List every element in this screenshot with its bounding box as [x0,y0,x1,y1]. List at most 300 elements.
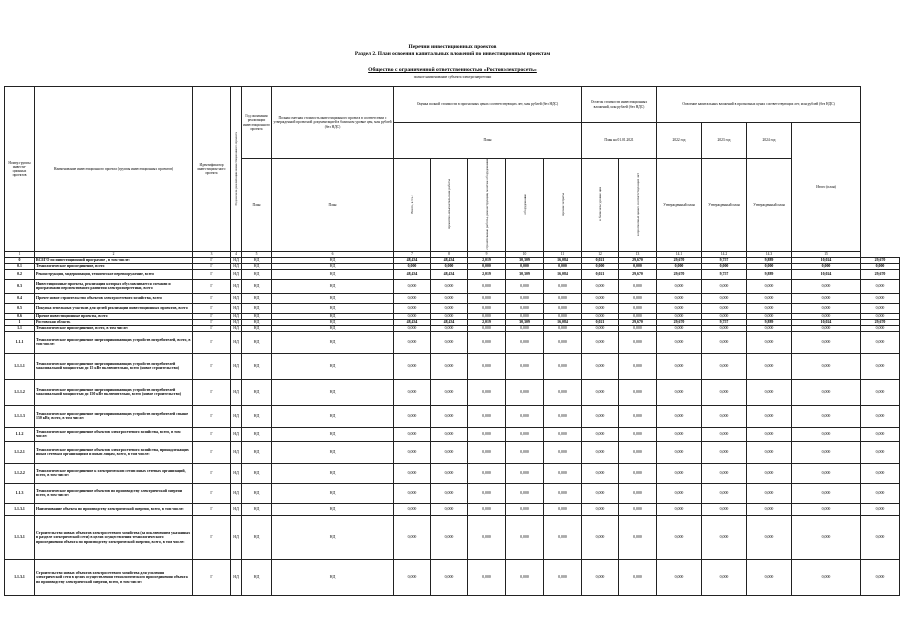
row-estimate-cell: НД [272,319,394,325]
row-value-cell: 0,000 [747,303,792,313]
row-id-cell: Г [193,263,231,269]
row-value-cell: 0,000 [702,503,747,515]
row-value-cell: 0,000 [657,559,702,595]
row-value-cell: 0,000 [582,293,619,303]
row-value-cell: 0,000 [506,427,544,441]
row-value-cell: 0,000 [657,303,702,313]
row-value-cell: 0,000 [619,313,657,319]
row-value-cell: 0,000 [394,405,431,427]
row-value-cell: 0,000 [431,463,468,483]
table-row [5,379,900,405]
row-value-cell: 0,000 [468,441,506,463]
hdr-v-smr: строительные работы, реконструкция, монтаж оборудования [468,159,506,252]
row-value-cell: 0,000 [394,313,431,319]
row-value-cell: 0,000 [582,483,619,503]
row-year-end-cell: НД [242,269,272,279]
row-number: 1.1.3.1 [5,559,35,595]
row-value-cell: 0,000 [506,279,544,293]
row-estimate-cell: НД [272,293,394,303]
row-value-cell: 0,000 [657,463,702,483]
row-year-end-cell: НД [242,319,272,325]
row-value-cell: 0,000 [657,353,702,379]
row-number: 1.1 [5,325,35,331]
row-value-cell: 48,434 [394,257,431,263]
hdr-plan-date: План на 01.01.2021 [582,123,657,159]
row-value-cell: 0,000 [747,463,792,483]
row-value-cell: 2,019 [468,269,506,279]
hdr-approved-2023: Утвержденный план [702,159,747,252]
row-value-cell: 0,000 [544,515,582,559]
row-year-end-cell: НД [242,503,272,515]
hdr-plan-estimate: План [272,159,394,252]
row-id-cell: Г [193,303,231,313]
row-value-cell: 0,000 [702,427,747,441]
row-name: Реконструкция, модернизация, техническое перевооружение, всего [35,269,193,279]
row-value-cell: 0,000 [582,503,619,515]
row-year-start-cell: НД [231,331,242,353]
row-value-cell: 0,000 [544,303,582,313]
row-value-cell: 0,000 [544,263,582,269]
row-value-cell: 0,000 [582,353,619,379]
row-year-end-cell: НД [242,353,272,379]
row-value-cell: 0,000 [657,313,702,319]
row-value-cell: 0,000 [702,559,747,595]
row-value-cell: 0,000 [506,463,544,483]
row-value-cell: 0,000 [431,441,468,463]
row-value-cell: 0,000 [792,331,861,353]
row-value-cell: 0,000 [657,263,702,269]
table-row [5,463,900,483]
row-value-cell: 0,000 [431,379,468,405]
row-value-cell: 29,670 [657,269,702,279]
row-number: 0.6 [5,313,35,319]
column-number: 13 [619,251,657,257]
row-value-cell: 0,000 [619,559,657,595]
hdr-total: Итого (план) [792,123,861,252]
row-value-cell: 0,000 [747,515,792,559]
row-year-end-cell: НД [242,379,272,405]
row-number: 1.1.1.3 [5,405,35,427]
row-name: Технологическое присоединение энергопринимающих устройств потребителей максимальной мощностью до 150 кВт включительно, всего (новое строительство) [35,379,193,405]
column-number: 1 [5,251,35,257]
row-estimate-cell: НД [272,263,394,269]
row-year-start-cell: НД [231,515,242,559]
row-value-cell: 29,670 [861,257,900,263]
row-value-cell: 0,000 [619,427,657,441]
row-year-end-cell: НД [242,331,272,353]
row-value-cell: 0,000 [747,503,792,515]
row-value-cell: 0,000 [792,441,861,463]
column-number: 3 [193,251,231,257]
row-value-cell: 0,000 [394,331,431,353]
row-name: ВСЕГО по инвестиционной программе , в том числе: [35,257,193,263]
row-value-cell: 0,000 [657,293,702,303]
row-value-cell: 0,000 [619,441,657,463]
row-estimate-cell: НД [272,257,394,263]
hdr-year-start: Год начала реализации инвестиционного проекта [231,87,242,252]
row-value-cell: 0,000 [792,279,861,293]
row-value-cell: 0,000 [747,559,792,595]
row-value-cell: 0,000 [747,279,792,293]
row-value-cell: 2,019 [468,319,506,325]
hdr-capex: Освоение капитальных вложений в прогнозных ценах соответствующих лет, млн рублей (без НДС) [657,87,861,123]
row-value-cell: 0,000 [792,303,861,313]
row-value-cell: 0,000 [747,325,792,331]
row-value-cell: 0,000 [582,463,619,483]
row-value-cell: 0,000 [506,353,544,379]
row-year-start-cell: НД [231,313,242,319]
row-value-cell: 0,000 [544,279,582,293]
table-row [5,441,900,463]
column-number: 10 [506,251,544,257]
row-name: Строительство новых объектов электросетевого хозяйства для усиления электрической сети в целях осуществления технологического присоединения объекта по производству электрической энергии, всего, в том числе: [35,559,193,595]
investment-table [4,86,900,596]
row-year-start-cell: НД [231,441,242,463]
row-year-end-cell: НД [242,303,272,313]
row-value-cell: 0,000 [506,515,544,559]
row-name: Технологическое присоединение объектов по производству электрической энергии всего, в том числе: [35,483,193,503]
row-value-cell: 0,000 [468,463,506,483]
row-value-cell: 0,000 [582,279,619,293]
row-number: 0.2 [5,269,35,279]
row-name: Инвестиционные проекты, реализация которых обуславливается схемами и программами перспективного развития электроэнергетики, всего [35,279,193,293]
row-value-cell: 0,000 [431,503,468,515]
row-value-cell: 0,000 [431,279,468,293]
row-value-cell: 0,000 [792,263,861,269]
row-estimate-cell: НД [272,303,394,313]
row-value-cell: 0,000 [792,515,861,559]
row-value-cell: 0,000 [747,353,792,379]
row-value-cell: 0,000 [747,483,792,503]
row-value-cell: 0,000 [431,427,468,441]
row-value-cell: 0,000 [506,263,544,269]
row-number: 1.1.3.1 [5,515,35,559]
row-value-cell: 0,000 [506,331,544,353]
row-value-cell: 0,000 [657,405,702,427]
row-value-cell: 0,000 [747,379,792,405]
row-number: 1.1.3 [5,483,35,503]
table-row [5,515,900,559]
row-value-cell: 0,000 [544,463,582,483]
row-value-cell: 0,000 [702,263,747,269]
hdr-2023: 2023 год [702,123,747,159]
row-year-start-cell: НД [231,353,242,379]
row-value-cell: 0,000 [861,405,900,427]
row-year-start-cell: НД [231,379,242,405]
row-value-cell: 0,000 [792,293,861,303]
row-value-cell: 0,000 [747,427,792,441]
row-value-cell: 0,000 [702,441,747,463]
row-value-cell: 0,000 [544,353,582,379]
row-number: 0.3 [5,279,35,293]
doc-title-section: Раздел 2. План освоения капитальных вложений по инвестиционным проектам [354,51,551,57]
row-estimate-cell: НД [272,331,394,353]
row-value-cell: 0,000 [657,515,702,559]
row-value-cell: 0,021 [582,269,619,279]
row-value-cell: 0,000 [544,559,582,595]
row-value-cell: 0,000 [506,293,544,303]
row-id-cell: Г [193,319,231,325]
row-id-cell: Г [193,483,231,503]
row-value-cell: 16,084 [544,257,582,263]
row-value-cell: 0,000 [657,483,702,503]
row-value-cell: 9,889 [747,257,792,263]
row-value-cell: 0,000 [468,293,506,303]
row-value-cell: 0,000 [394,279,431,293]
row-value-cell: 0,000 [394,303,431,313]
row-value-cell: 48,434 [431,257,468,263]
row-value-cell: 0,000 [506,483,544,503]
row-value-cell: 0,000 [619,325,657,331]
row-value-cell: 29,670 [657,257,702,263]
row-value-cell: 9,757 [702,257,747,263]
row-value-cell: 0,000 [544,331,582,353]
company-note: полное наименование субъекта электроэнергетики [413,75,492,79]
row-value-cell: 0,000 [619,503,657,515]
row-value-cell: 0,000 [861,303,900,313]
row-id-cell: Г [193,463,231,483]
row-value-cell: 0,000 [468,353,506,379]
row-id-cell: Г [193,405,231,427]
row-year-start-cell: НД [231,257,242,263]
row-id-cell: Г [193,313,231,319]
row-value-cell: 0,000 [619,263,657,269]
row-value-cell: 0,000 [431,515,468,559]
row-estimate-cell: НД [272,379,394,405]
row-year-end-cell: НД [242,441,272,463]
row-value-cell: 0,000 [468,279,506,293]
row-value-cell: 0,000 [431,331,468,353]
row-value-cell: 0,000 [657,427,702,441]
row-id-cell: Г [193,515,231,559]
row-value-cell: 0,000 [506,405,544,427]
table-row [5,293,900,303]
row-value-cell: 0,000 [431,263,468,269]
row-value-cell: 0,000 [468,263,506,269]
row-value-cell: 0,000 [861,427,900,441]
row-value-cell: 0,000 [861,515,900,559]
column-number: 8 [431,251,468,257]
table-row [5,269,900,279]
row-value-cell: 0,000 [702,325,747,331]
row-value-cell: 0,000 [861,293,900,303]
row-value-cell: 29,670 [861,319,900,325]
row-year-start-cell: НД [231,263,242,269]
row-value-cell: 0,000 [702,405,747,427]
row-year-end-cell: НД [242,463,272,483]
row-value-cell: 0,000 [702,515,747,559]
table-row [5,427,900,441]
hdr-plan: План [394,123,582,159]
row-number: 1.1.2.1 [5,441,35,463]
row-estimate-cell: НД [272,405,394,427]
row-year-start-cell: НД [231,293,242,303]
row-name: Технологическое присоединение объектов электросетевого хозяйства, всего, в том числе: [35,427,193,441]
column-number: 12 [582,251,619,257]
row-value-cell: 10,024 [792,257,861,263]
row-year-end-cell: НД [242,483,272,503]
row-value-cell: 0,000 [702,463,747,483]
row-number: 0.4 [5,293,35,303]
row-value-cell: 0,000 [747,293,792,303]
row-value-cell: 0,000 [619,515,657,559]
row-number: 1.1.2.2 [5,463,35,483]
hdr-v-base: в базисном уровне цен [582,159,619,252]
row-value-cell: 0,000 [394,441,431,463]
row-value-cell: 0,000 [792,559,861,595]
column-number: 5 [242,251,272,257]
row-value-cell: 0,000 [702,353,747,379]
row-value-cell: 16,084 [544,269,582,279]
row-name: Технологическое присоединение энергопринимающих устройств потребителей свыше 150 кВт, всего, в том числе: [35,405,193,427]
row-value-cell: 0,000 [657,331,702,353]
table-row [5,405,900,427]
row-value-cell: 0,000 [394,427,431,441]
row-value-cell: 0,000 [657,279,702,293]
row-id-cell: Г [193,325,231,331]
table-row [5,483,900,503]
row-value-cell: 0,000 [619,353,657,379]
row-value-cell: 0,000 [431,303,468,313]
row-value-cell: 0,000 [468,405,506,427]
row-value-cell: 0,000 [506,379,544,405]
row-id-cell: Г [193,427,231,441]
row-year-start-cell: НД [231,427,242,441]
row-value-cell: 0,000 [792,353,861,379]
row-value-cell: 0,000 [431,405,468,427]
row-name: Технологическое присоединение, всего [35,263,193,269]
row-value-cell: 48,434 [431,319,468,325]
row-estimate-cell: НД [272,483,394,503]
row-estimate-cell: НД [272,353,394,379]
row-year-start-cell: НД [231,279,242,293]
hdr-plan-year: План [242,159,272,252]
row-value-cell: 0,000 [431,353,468,379]
doc-title-main: Перечни инвестиционных проектов [408,44,497,50]
row-value-cell: 0,000 [394,503,431,515]
row-value-cell: 0,000 [468,559,506,595]
hdr-id: Идентификатор инвестицион-ного проекта [193,87,231,252]
row-estimate-cell: НД [272,269,394,279]
table-row [5,353,900,379]
row-value-cell: 0,000 [619,405,657,427]
row-value-cell: 2,019 [468,257,506,263]
row-value-cell: 0,000 [861,559,900,595]
row-value-cell: 0,000 [792,427,861,441]
table-row [5,279,900,293]
column-number: 11 [544,251,582,257]
row-year-end-cell: НД [242,559,272,595]
row-number: 1.1.1.2 [5,379,35,405]
row-value-cell: 0,000 [792,313,861,319]
row-year-end-cell: НД [242,325,272,331]
column-number: 9 [468,251,506,257]
row-value-cell: 0,000 [544,379,582,405]
hdr-approved-2022: Утвержденный план [657,159,702,252]
row-id-cell: Г [193,331,231,353]
row-value-cell: 29,670 [619,269,657,279]
row-value-cell: 0,021 [582,257,619,263]
row-value-cell: 0,000 [544,503,582,515]
row-value-cell: 0,000 [394,325,431,331]
row-name: Технологическое присоединение энергопринимающих устройств потребителей максимальной мощностью до 15 кВт включительно, всего (новое строительство) [35,353,193,379]
row-name: Технологическое присоединение, всего, в том числе: [35,325,193,331]
row-value-cell: 0,000 [582,331,619,353]
row-value-cell: 0,000 [431,559,468,595]
row-number: 0.5 [5,303,35,313]
hdr-group-no: Номер группы инвести-ционных проектов [5,87,35,252]
row-estimate-cell: НД [272,427,394,441]
row-id-cell: Г [193,269,231,279]
row-value-cell: 0,000 [431,483,468,503]
row-year-end-cell: НД [242,263,272,269]
row-number: 1.1.3.1 [5,503,35,515]
row-value-cell: 10,024 [792,319,861,325]
row-value-cell: 9,889 [747,269,792,279]
row-value-cell: 0,000 [468,515,506,559]
row-value-cell: 0,000 [582,263,619,269]
row-value-cell: 0,000 [792,503,861,515]
row-value-cell: 0,000 [702,293,747,303]
row-year-end-cell: НД [242,405,272,427]
row-value-cell: 0,000 [792,325,861,331]
row-estimate-cell: НД [272,313,394,319]
row-value-cell: 16,084 [544,319,582,325]
row-year-start-cell: НД [231,559,242,595]
row-number: 1.1.1 [5,331,35,353]
row-value-cell: 0,000 [747,405,792,427]
row-value-cell: 0,000 [394,293,431,303]
table-row [5,331,900,353]
row-id-cell: Г [193,379,231,405]
row-value-cell: 0,000 [702,279,747,293]
row-value-cell: 9,757 [702,269,747,279]
row-value-cell: 0,000 [657,379,702,405]
row-value-cell: 0,000 [468,303,506,313]
row-year-start-cell: НД [231,325,242,331]
row-value-cell: 0,000 [861,353,900,379]
row-value-cell: 0,000 [619,303,657,313]
row-value-cell: 0,000 [468,313,506,319]
row-value-cell: 29,670 [619,319,657,325]
row-value-cell: 0,000 [619,483,657,503]
row-value-cell: 0,000 [657,325,702,331]
row-id-cell: Г [193,503,231,515]
hdr-2024: 2024 год [747,123,792,159]
row-year-start-cell: НД [231,405,242,427]
row-value-cell: 0,000 [468,331,506,353]
row-value-cell: 0,000 [506,325,544,331]
row-value-cell: 0,000 [702,331,747,353]
row-number: 0 [5,257,35,263]
row-value-cell: 29,670 [657,319,702,325]
row-value-cell: 0,000 [468,325,506,331]
row-name: Покупка земельных участков для целей реализации инвестиционных проектов, всего [35,303,193,313]
hdr-full-cost: Оценка полной стоимости в прогнозных ценах соответствующих лет, млн рублей (без НДС) [394,87,582,123]
row-value-cell: 0,000 [792,463,861,483]
column-number: 14.3 [747,251,792,257]
row-number: 1.1.1.1 [5,353,35,379]
row-value-cell: 0,000 [582,303,619,313]
row-number: 1.1.2 [5,427,35,441]
row-value-cell: 0,000 [544,325,582,331]
column-number: 14.2 [702,251,747,257]
row-value-cell: 0,000 [582,441,619,463]
table-row [5,303,900,313]
row-value-cell: 0,000 [582,405,619,427]
row-value-cell: 0,000 [468,379,506,405]
hdr-v-equipment: оборудование [506,159,544,252]
